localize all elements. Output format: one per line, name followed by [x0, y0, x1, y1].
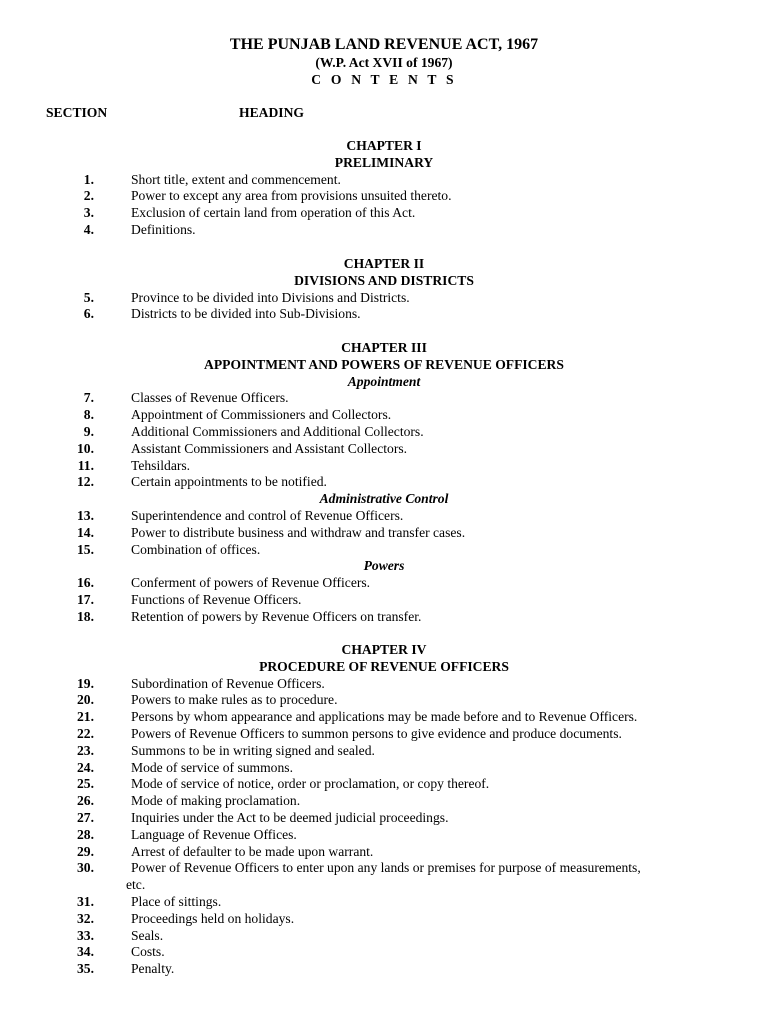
section-row: [0, 692, 768, 709]
section-number: 5.: [83, 289, 94, 305]
section-row: [0, 525, 768, 542]
section-heading: Tehsildars.: [131, 457, 191, 473]
section-row: [0, 474, 768, 491]
section-number: 13.: [77, 507, 94, 523]
section-heading: Exclusion of certain land from operation of this Act.: [131, 205, 416, 221]
section-row: [0, 760, 768, 777]
section-heading: Inquiries under the Act to be deemed judicial proceedings.: [131, 809, 449, 825]
section-number: 22.: [77, 725, 94, 741]
section-number: 4.: [83, 221, 94, 237]
section-number: 19.: [77, 675, 94, 691]
section-row: [0, 441, 768, 458]
section-row: [0, 458, 768, 475]
section-number: 34.: [77, 944, 94, 960]
section-number: 29.: [77, 843, 94, 859]
section-row: [0, 609, 768, 626]
section-number: 12.: [77, 474, 94, 490]
section-heading: Proceedings held on holidays.: [131, 910, 295, 926]
section-row: [0, 188, 768, 205]
section-number: 11.: [77, 457, 94, 473]
contents-label: C O N T E N T S: [311, 72, 457, 87]
act-reference: (W.P. Act XVII of 1967): [315, 55, 453, 70]
section-number: 17.: [77, 591, 94, 607]
section-row: [0, 172, 768, 189]
section-number: 15.: [77, 541, 94, 557]
section-row: [0, 844, 768, 861]
section-row: [0, 726, 768, 743]
section-row: [0, 205, 768, 222]
column-header-section: SECTION: [46, 105, 108, 120]
chapter-title: DIVISIONS AND DISTRICTS: [294, 272, 474, 288]
section-heading: Language of Revenue Offices.: [131, 826, 297, 842]
section-number: 18.: [77, 608, 94, 624]
chapter-title: APPOINTMENT AND POWERS OF REVENUE OFFICERS: [204, 356, 564, 372]
section-heading: Persons by whom appearance and applications may be made before and to Revenue Officers.: [131, 709, 638, 725]
chapter-number: CHAPTER II: [343, 256, 425, 271]
subheading-administrative-control: Administrative Control: [319, 491, 449, 507]
section-heading: Mode of service of summons.: [131, 759, 293, 775]
section-row: [0, 222, 768, 239]
chapter-number: CHAPTER IV: [341, 642, 427, 657]
chapter-4: [0, 642, 768, 978]
section-number: 20.: [77, 692, 94, 708]
section-heading: Arrest of defaulter to be made upon warrant.: [131, 843, 374, 859]
section-row: [0, 894, 768, 911]
section-heading-continuation: etc.: [126, 877, 146, 893]
section-heading: Penalty.: [131, 961, 175, 977]
section-number: 31.: [77, 893, 94, 909]
section-heading: Powers of Revenue Officers to summon persons to give evidence and produce documents.: [131, 725, 622, 741]
section-number: 10.: [77, 440, 94, 456]
section-number: 14.: [77, 524, 94, 540]
subheading-appointment: Appointment: [347, 373, 421, 389]
section-row: [0, 810, 768, 827]
section-number: 8.: [83, 407, 94, 423]
section-row: [0, 860, 768, 877]
section-number: 7.: [83, 390, 94, 406]
section-heading: Subordination of Revenue Officers.: [131, 675, 325, 691]
section-heading: Power to distribute business and withdraw and transfer cases.: [131, 524, 466, 540]
section-heading: Conferment of powers of Revenue Officers.: [131, 575, 371, 591]
section-number: 3.: [83, 205, 94, 221]
section-heading: Province to be divided into Divisions and Districts.: [131, 289, 410, 305]
section-row: [0, 944, 768, 961]
section-number: 28.: [77, 826, 94, 842]
section-number: 25.: [77, 776, 94, 792]
section-heading: Place of sittings.: [131, 893, 222, 909]
section-row: [0, 827, 768, 844]
section-number: 1.: [83, 171, 94, 187]
document-title: THE PUNJAB LAND REVENUE ACT, 1967: [229, 36, 539, 53]
section-heading: Functions of Revenue Officers.: [131, 591, 302, 607]
section-row: [0, 911, 768, 928]
section-row: [0, 676, 768, 693]
chapter-3: [0, 340, 768, 626]
section-heading: Power to except any area from provisions unsuited thereto.: [131, 188, 452, 204]
section-heading: Short title, extent and commencement.: [131, 171, 341, 187]
section-number: 9.: [83, 423, 94, 439]
section-heading: Classes of Revenue Officers.: [131, 390, 289, 406]
section-number: 16.: [77, 575, 94, 591]
section-row: [0, 776, 768, 793]
section-heading: Costs.: [131, 944, 165, 960]
section-row: [0, 542, 768, 559]
section-number: 33.: [77, 927, 94, 943]
section-number: 30.: [77, 860, 94, 876]
section-heading: Summons to be in writing signed and sealed.: [131, 742, 375, 758]
section-heading: Mode of making proclamation.: [131, 793, 301, 809]
section-heading: Power of Revenue Officers to enter upon any lands or premises for purpose of measurements,: [131, 860, 641, 876]
section-number: 24.: [77, 759, 94, 775]
section-heading: Appointment of Commissioners and Collectors.: [131, 407, 392, 423]
column-header-heading: HEADING: [239, 105, 304, 120]
section-row: [0, 424, 768, 441]
chapter-number: CHAPTER I: [346, 138, 422, 153]
section-number: 2.: [83, 188, 94, 204]
section-number: 32.: [77, 910, 94, 926]
section-heading: Additional Commissioners and Additional Collectors.: [131, 423, 424, 439]
section-heading: Mode of service of notice, order or proclamation, or copy thereof.: [131, 776, 490, 792]
section-row: [0, 306, 768, 323]
chapter-1: [0, 138, 768, 239]
section-heading: Seals.: [131, 927, 164, 943]
section-row: [0, 575, 768, 592]
section-number: 27.: [77, 809, 94, 825]
section-heading: Definitions.: [131, 221, 196, 237]
section-row: [0, 961, 768, 978]
section-number: 21.: [77, 709, 94, 725]
section-row: [0, 508, 768, 525]
chapter-number: CHAPTER III: [341, 340, 427, 355]
chapter-2: [0, 256, 768, 323]
section-row: [0, 709, 768, 726]
section-row: [0, 928, 768, 945]
subheading-powers: Powers: [363, 558, 405, 574]
section-heading: Districts to be divided into Sub-Divisions.: [131, 306, 361, 322]
chapter-title: PRELIMINARY: [334, 154, 434, 170]
section-row-continuation: [0, 877, 768, 894]
section-row: [0, 390, 768, 407]
section-row: [0, 290, 768, 307]
section-heading: Assistant Commissioners and Assistant Collectors.: [131, 440, 408, 456]
section-number: 35.: [77, 961, 94, 977]
section-heading: Powers to make rules as to procedure.: [131, 692, 338, 708]
section-heading: Certain appointments to be notified.: [131, 474, 327, 490]
section-number: 23.: [77, 742, 94, 758]
chapter-title: PROCEDURE OF REVENUE OFFICERS: [259, 658, 509, 674]
section-number: 26.: [77, 793, 94, 809]
section-row: [0, 793, 768, 810]
section-row: [0, 592, 768, 609]
section-row: [0, 743, 768, 760]
section-heading: Combination of offices.: [131, 541, 261, 557]
section-heading: Superintendence and control of Revenue Officers.: [131, 507, 404, 523]
section-heading: Retention of powers by Revenue Officers on transfer.: [131, 608, 422, 624]
section-row: [0, 407, 768, 424]
section-number: 6.: [83, 306, 94, 322]
